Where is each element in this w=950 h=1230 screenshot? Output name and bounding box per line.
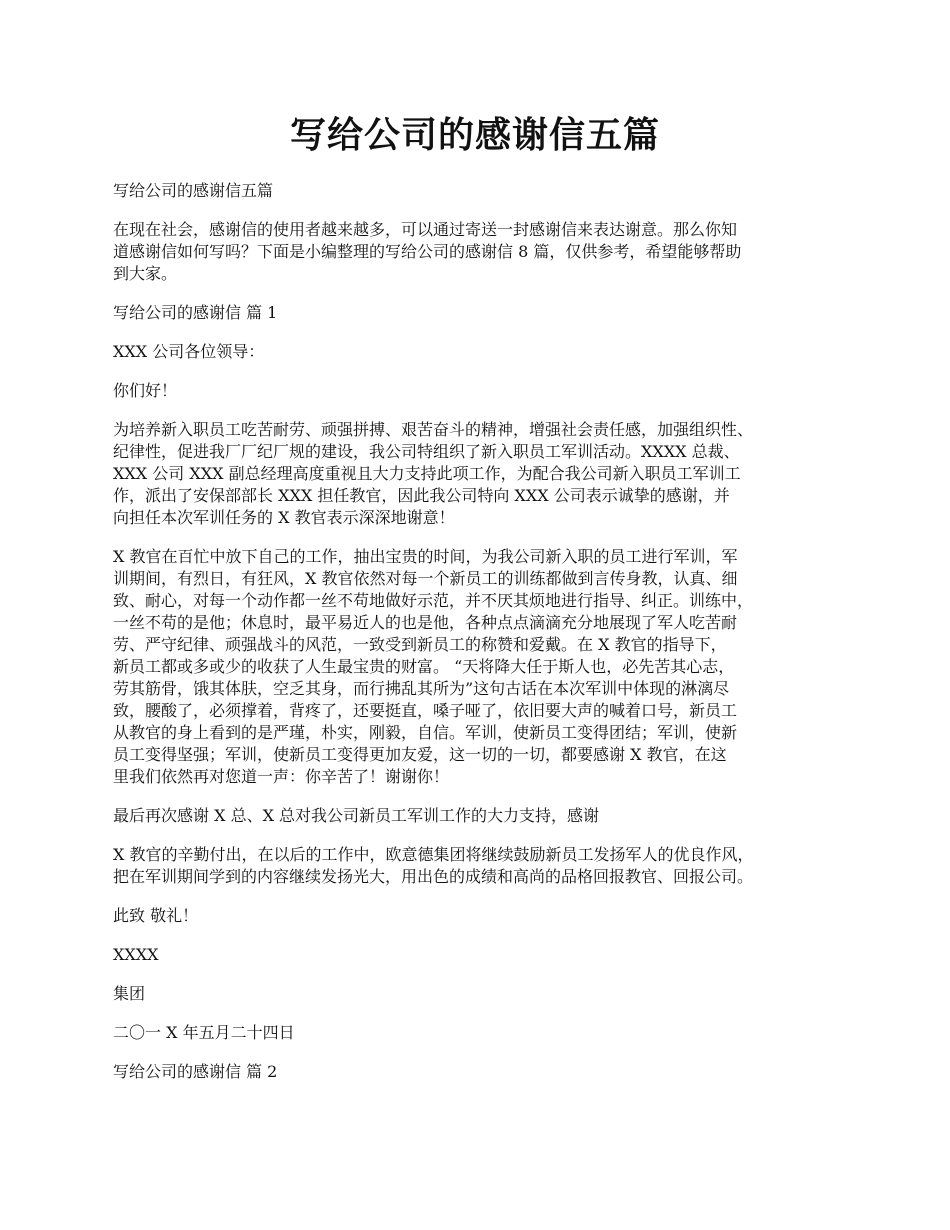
paragraph-line: 劳其筋骨，饿其体肤，空乏其身，而行拂乱其所为”这句古话在本次军训中体现的淋漓尽 <box>113 679 730 698</box>
paragraph <box>113 1022 853 1044</box>
paragraph-line: 向担任本次军训任务的 X 教官表示深深地谢意！ <box>113 508 455 527</box>
paragraph <box>113 341 853 363</box>
paragraph-line: 二〇一 X 年五月二十四日 <box>113 1023 295 1042</box>
paragraph-line: 写给公司的感谢信五篇 <box>113 181 274 200</box>
paragraph <box>113 180 853 202</box>
paragraph <box>113 419 853 529</box>
paragraph-line: XXX 公司 XXX 副总经理高度重视且大力支持此项工作，为配合我公司新入职员工军训工 <box>113 464 741 483</box>
paragraph-line: 为培养新入职员工吃苦耐劳、顽强拼搏、艰苦奋斗的精神，增强社会责任感，加强组织性、 <box>113 420 754 439</box>
paragraph-line: 最后再次感谢 X 总、X 总对我公司新员工军训工作的大力支持，感谢 <box>113 806 600 825</box>
paragraph <box>113 302 853 324</box>
paragraph-line: 写给公司的感谢信 篇 2 <box>113 1062 278 1081</box>
document-body <box>113 180 853 1100</box>
paragraph-line: 你们好！ <box>113 381 178 400</box>
paragraph-line: 里我们依然再对您道一声：你辛苦了！谢谢你！ <box>113 767 450 786</box>
paragraph-line: 从教官的身上看到的是严瑾，朴实，刚毅，自信。军训，使新员工变得团结；军训，使新 <box>113 723 738 742</box>
paragraph-line: 训期间，有烈日，有狂风，X 教官依然对每一个新员工的训练都做到言传身教，认真、细 <box>113 569 738 588</box>
paragraph-line: 致、耐心，对每一个动作都一丝不苟地做好示范，并不厌其烦地进行指导、纠正。训练中， <box>113 591 754 610</box>
paragraph <box>113 805 853 827</box>
paragraph-line: 写给公司的感谢信 篇 1 <box>113 303 278 322</box>
paragraph-line: 集团 <box>113 984 146 1003</box>
paragraph <box>113 546 853 788</box>
document-title: 写给公司的感谢信五篇 <box>289 115 660 156</box>
paragraph-line: 此致 敬礼！ <box>113 906 199 925</box>
paragraph-line: 劳、严守纪律、顽强战斗的风范，一致受到新员工的称赞和爱戴。在 X 教官的指导下， <box>113 635 727 654</box>
paragraph-line: 到大家。 <box>113 264 178 283</box>
paragraph-line: 道感谢信如何写吗？下面是小编整理的写给公司的感谢信 8 篇，仅供参考，希望能够帮助 <box>113 242 742 261</box>
paragraph-line: 纪律性，促进我厂厂纪厂规的建设，我公司特组织了新入职员工军训活动。XXXX 总裁、 <box>113 442 740 461</box>
paragraph-line: 致，腰酸了，必须撑着，背疼了，还要挺直，嗓子哑了，依旧要大声的喊着口号，新员工 <box>113 701 738 720</box>
paragraph <box>113 219 853 285</box>
paragraph-line: 新员工都或多或少的收获了人生最宝贵的财富。 “天将降大任于斯人也，必先苦其心志， <box>113 657 735 676</box>
paragraph-line: 一丝不苟的是他；休息时，最平易近人的也是他，各种点点滴滴充分地展现了军人吃苦耐 <box>113 613 738 632</box>
paragraph-line: X 教官在百忙中放下自己的工作，抽出宝贵的时间，为我公司新入职的员工进行军训，军 <box>113 547 738 566</box>
paragraph-line: X 教官的辛勤付出，在以后的工作中，欧意德集团将继续鼓励新员工发扬军人的优良作风， <box>113 845 754 864</box>
paragraph <box>113 905 853 927</box>
paragraph <box>113 983 853 1005</box>
paragraph-line: 作，派出了安保部部长 XXX 担任教官，因此我公司特向 XXX 公司表示诚挚的感谢，并 <box>113 486 730 505</box>
paragraph <box>113 380 853 402</box>
paragraph-line: XXX 公司各位领导： <box>113 342 265 361</box>
paragraph <box>113 944 853 966</box>
paragraph-line: 在现在社会，感谢信的使用者越来越多，可以通过寄送一封感谢信来表达谢意。那么你知 <box>113 220 738 239</box>
paragraph <box>113 1061 853 1083</box>
paragraph <box>113 844 853 888</box>
paragraph-line: XXXX <box>113 945 159 964</box>
paragraph-line: 员工变得坚强；军训，使新员工变得更加友爱，这一切的一切，都要感谢 X 教官，在这 <box>113 745 727 764</box>
paragraph-line: 把在军训期间学到的内容继续发扬光大，用出色的成绩和高尚的品格回报教官、回报公司。 <box>113 867 754 886</box>
